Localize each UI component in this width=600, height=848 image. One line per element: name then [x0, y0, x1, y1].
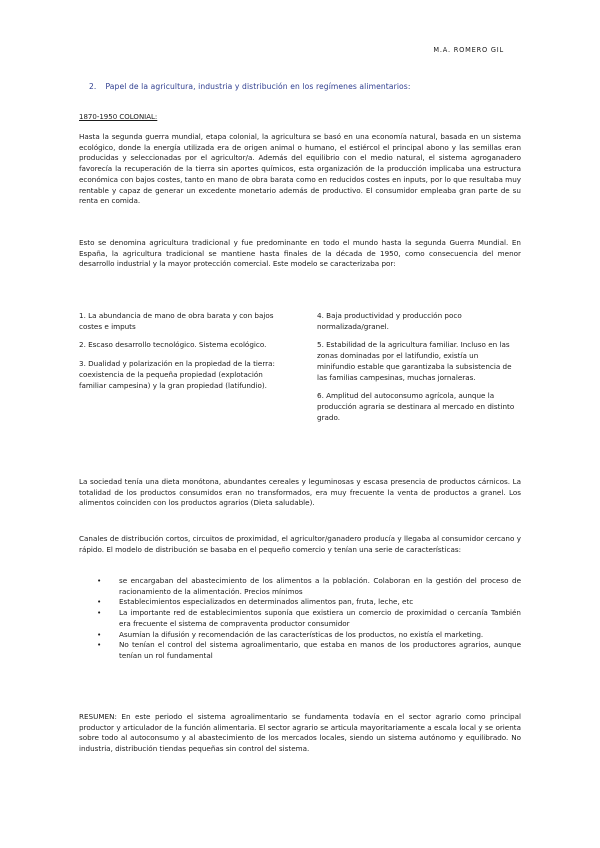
- bullet-icon: •: [97, 576, 102, 585]
- heading-number: 2.: [89, 82, 97, 91]
- characteristics-left-column: [79, 311, 279, 399]
- list-item: [97, 597, 521, 608]
- characteristic-item: 2. Escaso desarrollo tecnológico. Sistema ecológico.: [79, 340, 267, 350]
- distribution-features-list: [97, 576, 521, 662]
- bullet-icon: •: [97, 608, 102, 618]
- list-item-text: Asumían la difusión y recomendación de las características de los productos, no existía el marketing.: [119, 629, 484, 639]
- list-item: [97, 608, 521, 629]
- distribution-paragraph: Canales de distribución cortos, circuitos de proximidad, el agricultor/ganadero producía y llegaba al consumidor cercano y rápido. El modelo de distribución se basaba en el pequeño comercio y tenían una serie de características:: [79, 534, 521, 554]
- summary-paragraph: RESUMEN: En este periodo el sistema agroalimentario se fundamenta todavía en el sector agrario como principal productor y articulador de la función alimentaria. El sector agrario se articula mayoritariamente a escala local y se orienta sobre todo al autoconsumo y al abastecimiento de los mercados locales, siendo un sistema autónomo y equilibrado. No industria, distribución tiendas pequeñas sin control del sistema.: [79, 712, 521, 754]
- characteristic-item: 6. Amplitud del autoconsumo agrícola, aunque la producción agraria se destinara al mercado en distinto grado.: [317, 391, 515, 422]
- list-item-text: se encargaban del abastecimiento de los alimentos a la población. Colaboran en la gestión del proceso de racionamiento de la alimentación. Precios mínimos: [119, 576, 521, 596]
- characteristic-item: 1. La abundancia de mano de obra barata y con bajos costes e imputs: [79, 311, 274, 331]
- list-item: [97, 640, 521, 661]
- characteristics-right-column: [317, 311, 517, 431]
- characteristic-item: 4. Baja productividad y producción poco normalizada/granel.: [317, 311, 462, 331]
- bullet-icon: •: [97, 640, 102, 650]
- list-item: [97, 629, 521, 641]
- characteristic-item: 3. Dualidad y polarización en la propiedad de la tierra: coexistencia de la pequeña propiedad (explotación familiar campesina) y la gran propiedad (latifundio).: [79, 359, 275, 390]
- list-item: [97, 576, 521, 597]
- list-item-text: La importante red de establecimientos suponía que existiera un comercio de proximidad o cercanía También era frecuente el sistema de compraventa productor consumidor: [119, 608, 521, 628]
- bullet-icon: •: [97, 629, 102, 639]
- intro-paragraph: Hasta la segunda guerra mundial, etapa colonial, la agricultura se basó en una economía natural, basada en un sistema ecológico, donde la energía utilizada era de origen animal o humano, el estiércol el principal abono y las semillas eran producidas y seleccionadas por el agricultor/a. Además del equilibrio con el medio natural, el sistema agroganadero favorecía la recuperación de la tierra sin aportes químicos, esta organización de la producción implicaba una estructura económica con bajos costes, tanto en mano de obra barata como en reducidos costes en inputs, por lo que resultaba muy rentable y capaz de generar un excedente monetario además de productivo. El consumidor empleaba gran parte de su renta en comida.: [79, 132, 521, 206]
- list-item-text: Establecimientos especializados en determinados alimentos pan, fruta, leche, etc: [119, 597, 414, 607]
- author-header: M.A. ROMERO GIL: [433, 46, 504, 54]
- diet-paragraph: La sociedad tenía una dieta monótona, abundantes cereales y leguminosas y escasa presencia de productos cárnicos. La totalidad de los productos consumidos eran no transformados, era muy frecuente la venta de productos a granel. Los alimentos coinciden con los productos agrarios (Dieta saludable).: [79, 477, 521, 508]
- section-heading: [89, 82, 411, 91]
- heading-text: Papel de la agricultura, industria y distribución en los regímenes alimentarios:: [105, 82, 411, 91]
- period-title: 1870-1950 COLONIAL:: [79, 113, 158, 121]
- characteristic-item: 5. Estabilidad de la agricultura familiar. Incluso en las zonas dominadas por el latifundio, existía un minifundio estable que garantizaba la subsistencia de las familias campesinas, muchas jornaleras.: [317, 340, 512, 382]
- bullet-icon: •: [97, 597, 102, 607]
- list-item-text: No tenían el control del sistema agroalimentario, que estaba en manos de los productores agrarios, aunque tenían un rol fundamental: [119, 640, 521, 660]
- traditional-agriculture-paragraph: Esto se denomina agricultura tradicional y fue predominante en todo el mundo hasta la segunda Guerra Mundial. En España, la agricultura tradicional se mantiene hasta finales de la década de 1950, como consecuencia del menor desarrollo industrial y la mayor protección comercial. Este modelo se caracterizaba por:: [79, 238, 521, 269]
